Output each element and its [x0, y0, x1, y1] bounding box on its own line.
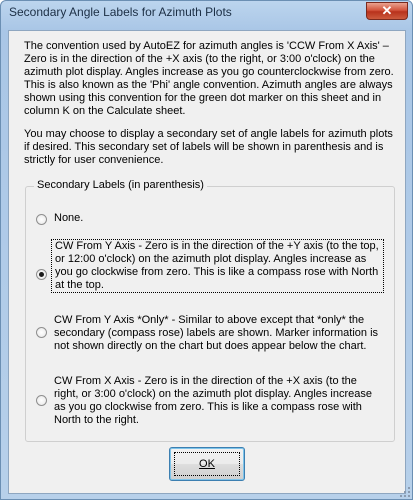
radio-selected-dot [39, 272, 44, 277]
option-cw-from-y-axis-label: CW From Y Axis - Zero is in the direction of the +Y axis (to the top, or 12:00 o'clock) on the azimuth plot display. Angles increase as you go clockwise from zero. This is like a compass rose with North at the top. [51, 239, 384, 293]
radio-cw-from-y-axis[interactable] [36, 269, 47, 280]
intro-paragraph-2: You may choose to display a secondary set of angle labels for azimuth plots if desired. This secondary set of labels will be shown in parenthesis and is strictly for user convenience. [24, 128, 393, 166]
close-icon: ✕ [381, 3, 393, 18]
resize-grip-icon[interactable] [400, 487, 410, 497]
group-label: Secondary Labels (in parenthesis) [34, 179, 207, 191]
option-none-label: None. [54, 212, 84, 224]
ok-button[interactable] [169, 447, 245, 481]
dialog-body [8, 30, 406, 494]
radio-none[interactable] [36, 214, 47, 225]
option-cw-from-y-axis-only-label: CW From Y Axis *Only* - Similar to above except that *only* the secondary (compass rose) labels are shown. Marker information is not shown directly on the chart but does appear below the chart. [54, 314, 379, 352]
ok-button-label: OK [199, 458, 215, 470]
radio-cw-from-x-axis[interactable] [36, 395, 47, 406]
secondary-labels-group [25, 179, 395, 442]
window-title: Secondary Angle Labels for Azimuth Plots [9, 5, 232, 19]
close-button[interactable] [366, 2, 408, 20]
title-bar[interactable] [1, 1, 414, 25]
radio-cw-from-y-axis-only[interactable] [36, 327, 47, 338]
intro-paragraph-1: The convention used by AutoEZ for azimuth angles is 'CCW From X Axis' – Zero is in the direction of the +X axis (to the right, or 3:00 o'clock) on the azimuth plot display. Angles increase as you go counterclockwise from zero. This is also known as the 'Phi' angle convention. Azimuth angles are always shown using this convention for the green dot marker on this sheet and in column K on the Calculate sheet. [24, 40, 394, 117]
option-cw-from-x-axis-label: CW From X Axis - Zero is in the direction of the +X axis (to the right, or 3:00 o'clock) on the azimuth plot display. Angles increase as you go clockwise from zero. This is like a compass rose with North to the right. [54, 375, 373, 426]
